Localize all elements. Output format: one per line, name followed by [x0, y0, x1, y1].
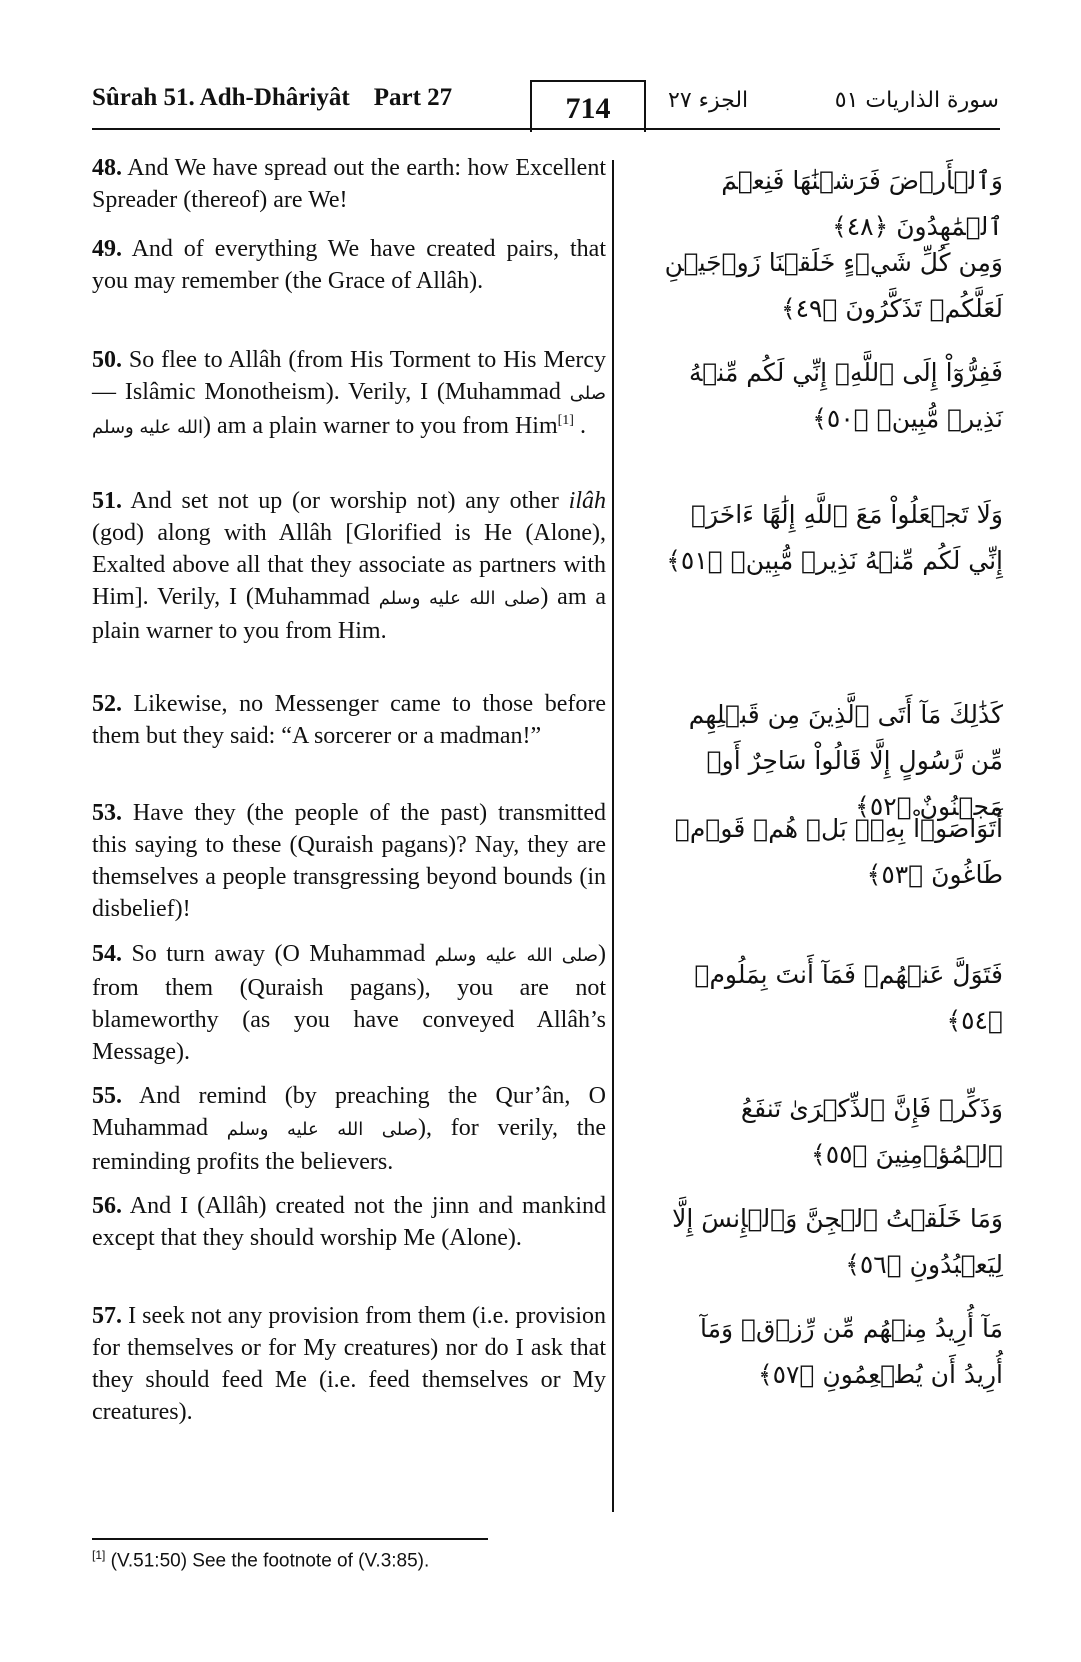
footnote-reference[interactable]: [1] [557, 413, 574, 428]
verse-text: Have they (the people of the past) transmitted this saying to these (Quraish pagans)? Nay, they are themselves a people transgressing beyond bounds (in disbelief)! [92, 800, 607, 922]
verse-52-arabic: كَذَٰلِكَ مَآ أَتَى ٱلَّذِينَ مِن قَبۡلِهِم مِّن رَّسُولٍ إِلَّا قَالُواْ سَاحِرٌ أَوۡ مَجۡنُونٌ ﴿٥٢﴾ [688, 700, 1003, 821]
pbuh-arabic: صلى الله عليه وسلم [434, 945, 599, 966]
verse-number: 54. [92, 941, 122, 967]
verse-56-arabic: وَمَا خَلَقۡتُ ٱلۡجِنَّ وَٱلۡإِنسَ إِلَّا لِيَعۡبُدُونِ ﴿٥٦﴾ [672, 1204, 1003, 1279]
verse-text: And We have spread out the earth: how Excellent Spreader (thereof) are We! [92, 155, 606, 213]
verse-number: 55. [92, 1083, 122, 1109]
verse-text: Likewise, no Messenger came to those before them but they said: “A sorcerer or a madman!” [92, 691, 606, 749]
verse-number: 56. [92, 1193, 122, 1219]
footnote [92, 1548, 429, 1572]
pbuh-arabic: صلى الله عليه وسلم [378, 588, 541, 609]
pbuh-arabic: صلى الله عليه وسلم [226, 1119, 419, 1140]
verse-number: 50. [92, 347, 122, 373]
verse-54-translation [92, 938, 606, 1068]
verse-49-translation [92, 233, 606, 297]
arabic-surah-label: سورة الذاريات ٥١ [834, 88, 999, 113]
verse-text: . [579, 413, 586, 439]
verse-53-translation [92, 797, 606, 925]
verse-number: 49. [92, 236, 122, 262]
verse-51-translation [92, 485, 606, 647]
verse-53-arabic: أَتَوَاصَوۡاْ بِهِۦۚ بَلۡ هُمۡ قَوۡمٞ طَاغُونَ ﴿٥٣﴾ [674, 814, 1003, 889]
verse-56-translation [92, 1190, 606, 1254]
verse-52-translation [92, 688, 606, 752]
verse-text: So flee to Allâh (from His Torment to His Mercy — Islâmic Monotheism). Verily, I (Muhammad [92, 347, 607, 405]
verse-55-translation [92, 1080, 606, 1178]
verse-text: So turn away (O Muhammad [131, 941, 426, 967]
footnote-mark: [1] [92, 1548, 106, 1562]
verse-text: And remind (by preaching the Qur’ân, O Muhammad [92, 1083, 606, 1141]
verse-50-arabic: فَفِرُّوٓاْ إِلَى ٱللَّهِۖ إِنِّي لَكُم مِّنۡهُ نَذِيرٞ مُّبِينٞ ﴿٥٠﴾ [689, 358, 1003, 433]
verse-57-translation [92, 1300, 606, 1428]
page-number: 714 [530, 80, 646, 132]
footnote-divider [92, 1538, 488, 1540]
verse-text: ) am a plain warner to you from Him. [92, 584, 606, 644]
verse-51-arabic: وَلَا تَجۡعَلُواْ مَعَ ٱللَّهِ إِلَٰهًا ءَاخَرَۖ إِنِّي لَكُم مِّنۡهُ نَذِيرٞ مُّبِينٞ ﴿٥١﴾ [666, 500, 1003, 575]
verse-55-arabic: وَذَكِّرۡ فَإِنَّ ٱلذِّكۡرَىٰ تَنفَعُ ٱلۡمُؤۡمِنِينَ ﴿٥٥﴾ [740, 1094, 1003, 1169]
verse-text: ) from them (Quraish pagans), you are not blameworthy (as you have conveyed Allâh’s Message). [92, 941, 607, 1065]
verse-54-arabic: فَتَوَلَّ عَنۡهُمۡ فَمَآ أَنتَ بِمَلُومٖ ﴿٥٤﴾ [694, 960, 1003, 1035]
header-divider [92, 128, 1000, 130]
verse-text: (god) along with Allâh [Glorified is He (Alone), Exalted above all that they associate as partners with Him]. Verily, I (Muhammad [92, 520, 606, 610]
verse-48-arabic: وَٱلۡأَرۡضَ فَرَشۡنَٰهَا فَنِعۡمَ ٱلۡمَٰهِدُونَ ﴿٤٨﴾ [721, 166, 1003, 241]
verse-text: ), for verily, the reminding profits the believers. [92, 1115, 607, 1175]
pbuh-arabic: صلى الله عليه وسلم [92, 383, 606, 438]
verse-text: I seek not any provision from them (i.e. provision for themselves or for My creatures) nor do I ask that they should feed Me (i.e. feed themselves or My creatures). [92, 1303, 607, 1425]
verse-number: 53. [92, 800, 122, 826]
verse-number: 57. [92, 1303, 122, 1329]
verse-number: 52. [92, 691, 122, 717]
verse-48-translation [92, 152, 606, 216]
footnote-text: (V.51:50) See the footnote of (V.3:85). [110, 1550, 430, 1572]
verse-57-arabic: مَآ أُرِيدُ مِنۡهُم مِّن رِّزۡقٖ وَمَآ أُرِيدُ أَن يُطۡعِمُونِ ﴿٥٧﴾ [700, 1314, 1003, 1389]
verse-49-arabic: وَمِن كُلِّ شَيۡءٍ خَلَقۡنَا زَوۡجَيۡنِ لَعَلَّكُمۡ تَذَكَّرُونَ ﴿٤٩﴾ [664, 248, 1003, 323]
italic-term: ilâh [568, 488, 607, 514]
part-label: Part 27 [373, 84, 453, 111]
verse-text: And set not up (or worship not) any other [130, 488, 559, 514]
verse-text: And of everything We have created pairs, that you may remember (the Grace of Allâh). [92, 236, 606, 294]
verse-text: And I (Allâh) created not the jinn and mankind except that they should worship Me (Alone). [92, 1193, 606, 1251]
column-divider [612, 160, 614, 1512]
arabic-juz-label: الجزء ٢٧ [668, 88, 749, 113]
verse-number: 51. [92, 488, 122, 514]
surah-title: Sûrah 51. Adh-Dhâriyât [92, 84, 350, 111]
verse-number: 48. [92, 155, 122, 181]
verse-text: ) am a plain warner to you from Him [203, 413, 558, 439]
verse-50-translation [92, 344, 606, 444]
running-header [92, 84, 452, 112]
